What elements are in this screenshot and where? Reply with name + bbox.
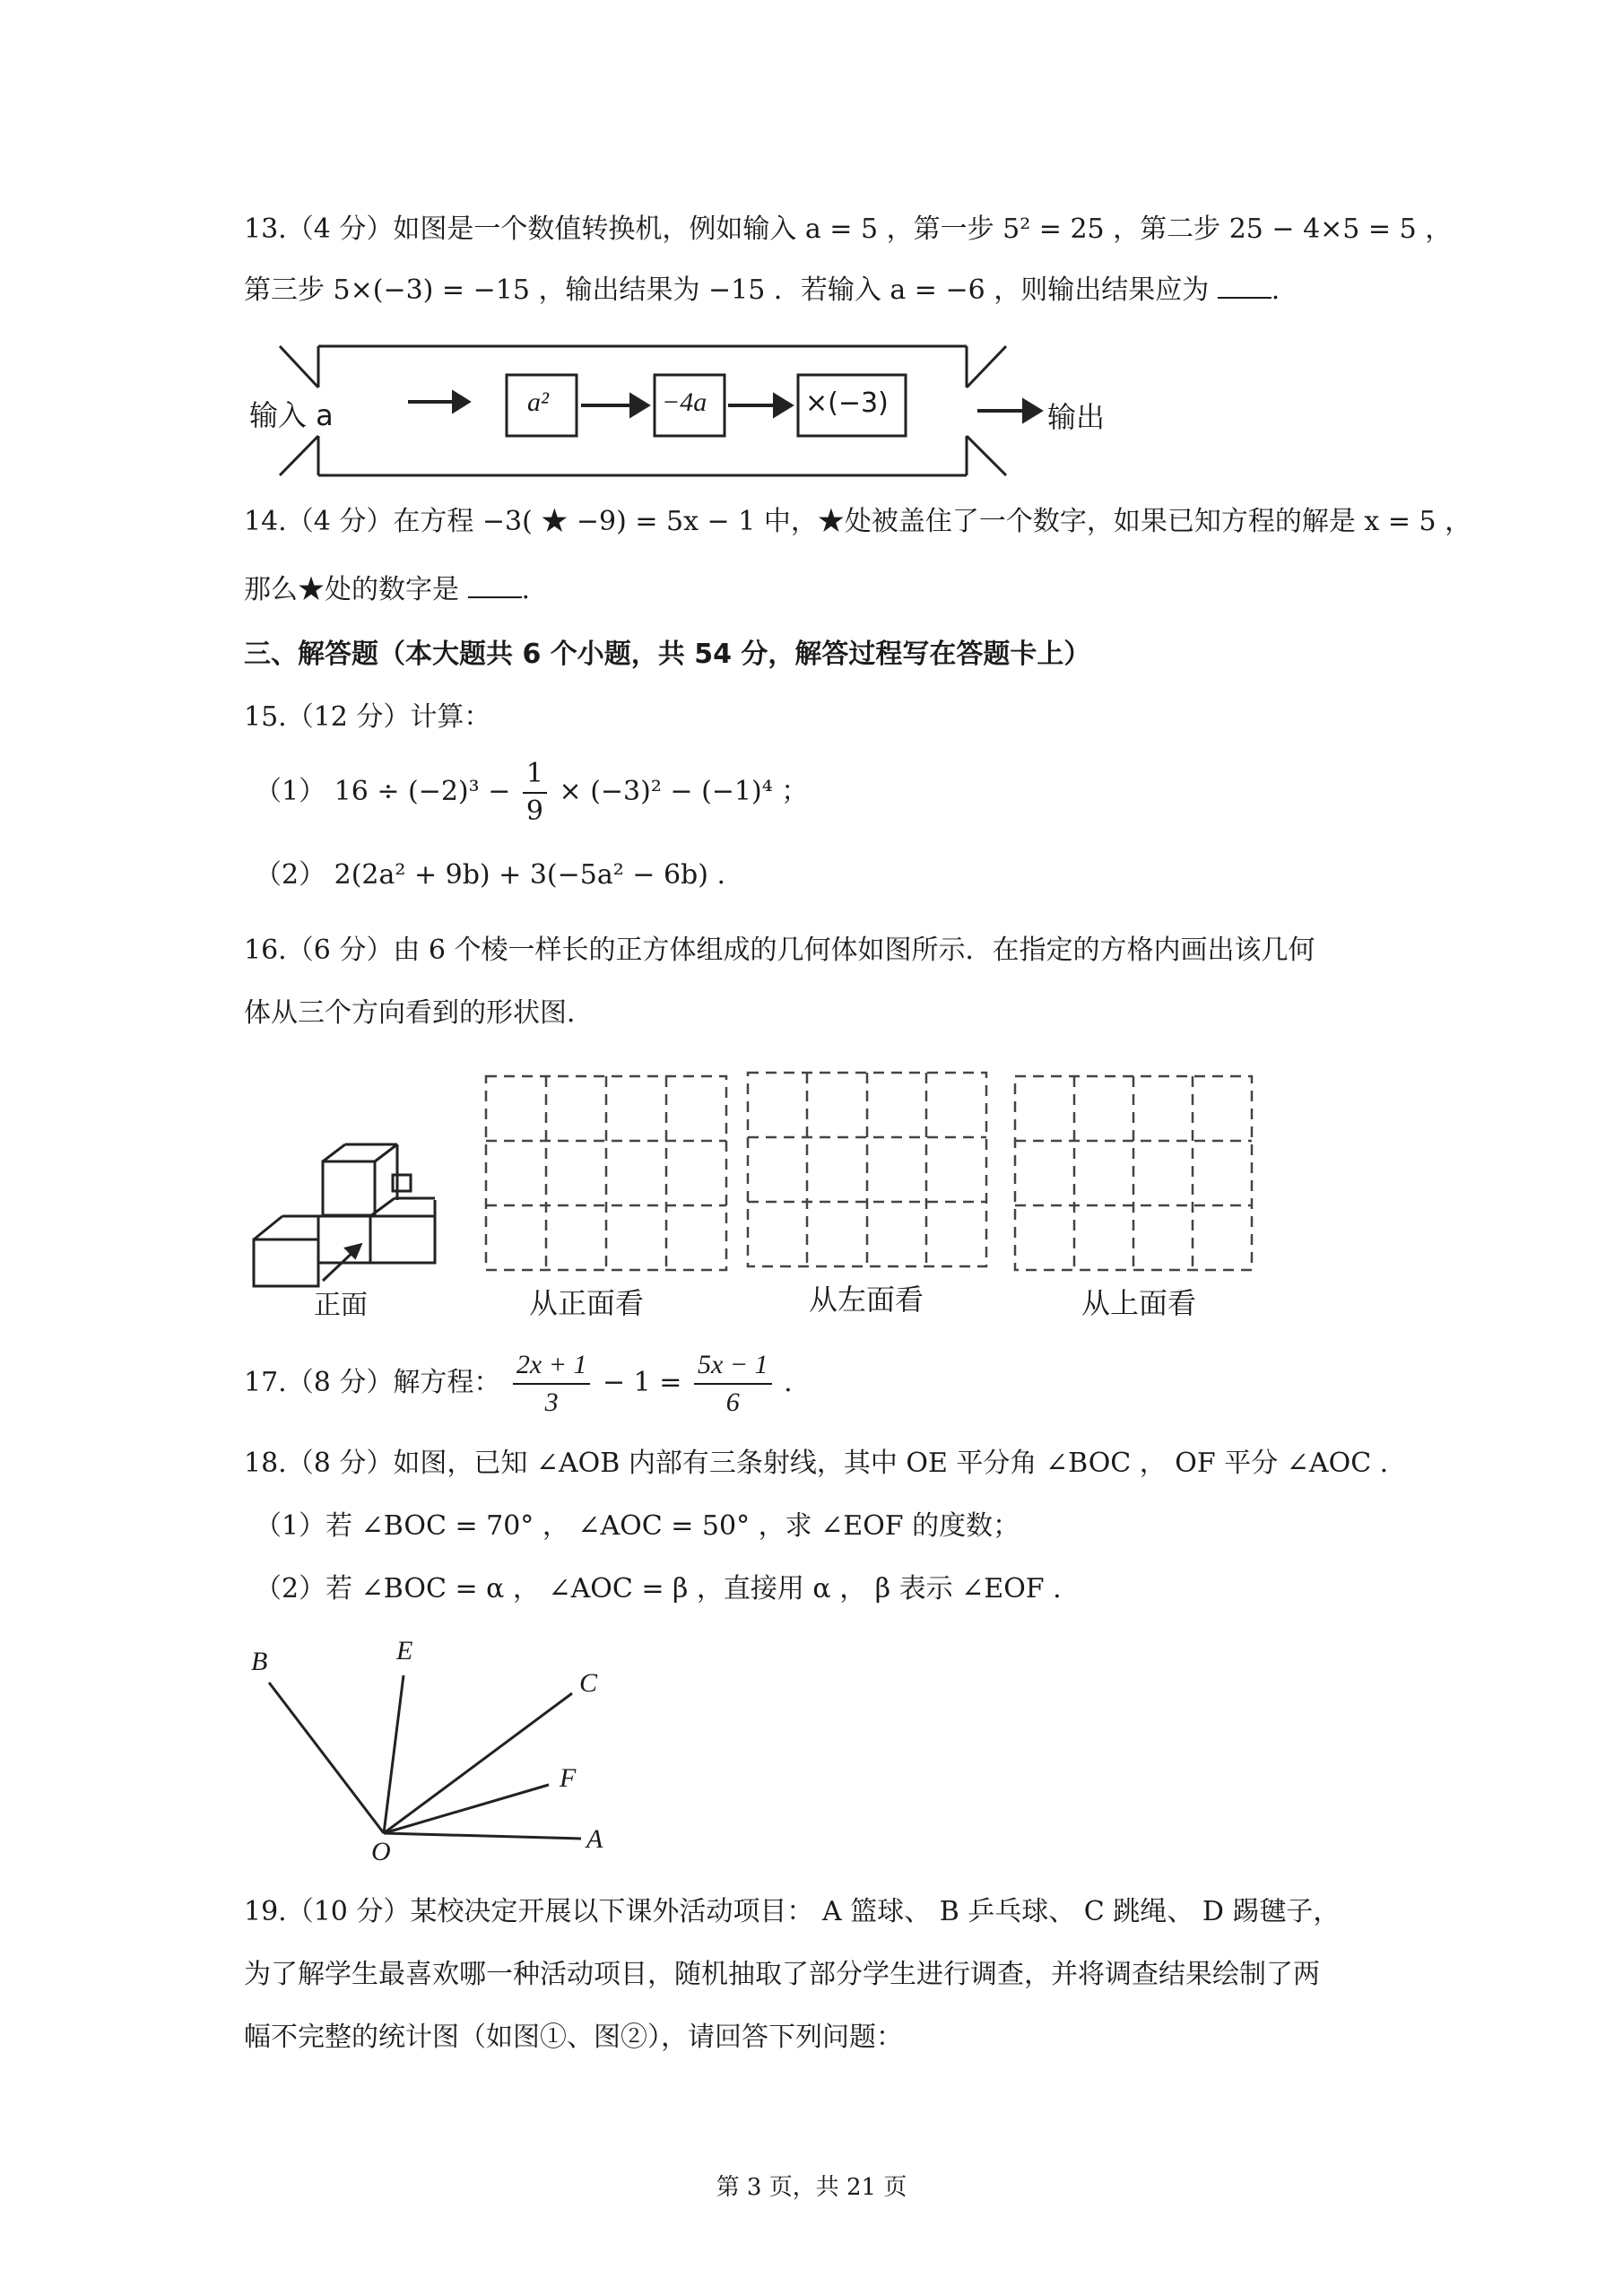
- q15-part1-prefix: （1） 16 ÷ (−2)³ −: [255, 776, 511, 807]
- q13-line1: 13.（4 分）如图是一个数值转换机，例如输入 a = 5 ，第一步 5² = 25 ，第二步 25 − 4×5 = 5 ，: [244, 213, 1453, 245]
- label-F: F: [560, 1763, 577, 1793]
- section-heading: 三、解答题（本大题共 6 个小题，共 54 分，解答过程写在答题卡上）: [244, 639, 1091, 670]
- q14-line2-text: 那么★处的数字是: [244, 574, 459, 605]
- fraction-denominator: 9: [525, 796, 543, 827]
- answer-blank: [1218, 275, 1271, 299]
- grid-label-left-view: 从左面看: [809, 1283, 924, 1317]
- front-label: 正面: [314, 1290, 368, 1321]
- input-label: 输入 a: [249, 398, 334, 432]
- fraction-denominator: 6: [725, 1387, 740, 1417]
- q17-equation: [244, 1345, 1394, 1421]
- fraction-rhs: [694, 1347, 772, 1421]
- label-E: E: [396, 1636, 413, 1665]
- q14-line2: [244, 572, 1394, 608]
- label-A: A: [586, 1824, 603, 1854]
- q13-line2-end: .: [1271, 274, 1280, 306]
- q19-line2: 为了解学生最喜欢哪一种活动项目，随机抽取了部分学生进行调查，并将调查结果绘制了两: [244, 1959, 1320, 1990]
- box-minus-4a: −4a: [662, 387, 707, 417]
- q17-middle: − 1 =: [603, 1367, 682, 1398]
- label-C: C: [579, 1668, 598, 1698]
- grid-label-front-view: 从正面看: [529, 1286, 645, 1320]
- q15-part1: [255, 752, 1394, 832]
- q14-line2-end: .: [521, 574, 531, 605]
- q15-title: 15.（12 分）计算：: [244, 701, 491, 733]
- fraction-numerator: 5x − 1: [694, 1347, 772, 1385]
- q16-line2: 体从三个方向看到的形状图．: [244, 997, 594, 1029]
- q17-end: .: [784, 1367, 793, 1398]
- q16-line1: 16.（6 分）由 6 个棱一样长的正方体组成的几何体如图所示．在指定的方格内画出该几何: [244, 935, 1315, 966]
- fraction-denominator: 3: [544, 1387, 559, 1417]
- fraction-lhs: [513, 1347, 591, 1421]
- fraction-one-ninth: [523, 756, 547, 830]
- box-times-minus-3: ×(−3): [805, 387, 889, 419]
- q18-part2: （2）若 ∠BOC = α ， ∠AOC = β ，直接用 α ， β 表示 ∠EOF .: [255, 1573, 1062, 1605]
- q13-line2-text: 第三步 5×(−3) = −15 ，输出结果为 −15 ．若输入 a = −6 ，则输出结果应为: [244, 274, 1210, 306]
- page-footer: 第 3 页，共 21 页: [716, 2174, 907, 2201]
- output-label: 输出: [1047, 400, 1106, 434]
- q19-line1: 19.（10 分）某校决定开展以下课外活动项目： A 篮球、 B 乒乓球、 C 跳绳、 D 踢毽子，: [244, 1896, 1341, 1927]
- q18-line1: 18.（8 分）如图，已知 ∠AOB 内部有三条射线，其中 OE 平分角 ∠BOC ， OF 平分 ∠AOC .: [244, 1448, 1389, 1479]
- fraction-numerator: 2x + 1: [513, 1347, 591, 1385]
- label-O: O: [371, 1837, 391, 1866]
- q15-part2: （2） 2(2a² + 9b) + 3(−5a² − 6b) .: [255, 859, 726, 891]
- q15-part1-suffix: × (−3)² − (−1)⁴ ；: [559, 776, 809, 807]
- label-B: B: [251, 1647, 268, 1676]
- box-a-squared: a²: [527, 387, 549, 417]
- q18-part1: （1）若 ∠BOC = 70° ， ∠AOC = 50° ，求 ∠EOF 的度数；: [255, 1510, 1020, 1542]
- q14-line1: 14.（4 分）在方程 −3( ★ −9) = 5x − 1 中，★处被盖住了一个数字，如果已知方程的解是 x = 5 ，: [244, 506, 1472, 537]
- grid-label-top-view: 从上面看: [1081, 1286, 1197, 1320]
- answer-blank: [468, 575, 522, 598]
- q13-line2: [244, 273, 1394, 309]
- q17-prefix: 17.（8 分）解方程：: [244, 1367, 501, 1398]
- q19-line3: 幅不完整的统计图（如图①、图②），请回答下列问题：: [244, 2022, 903, 2053]
- fraction-numerator: 1: [523, 756, 547, 794]
